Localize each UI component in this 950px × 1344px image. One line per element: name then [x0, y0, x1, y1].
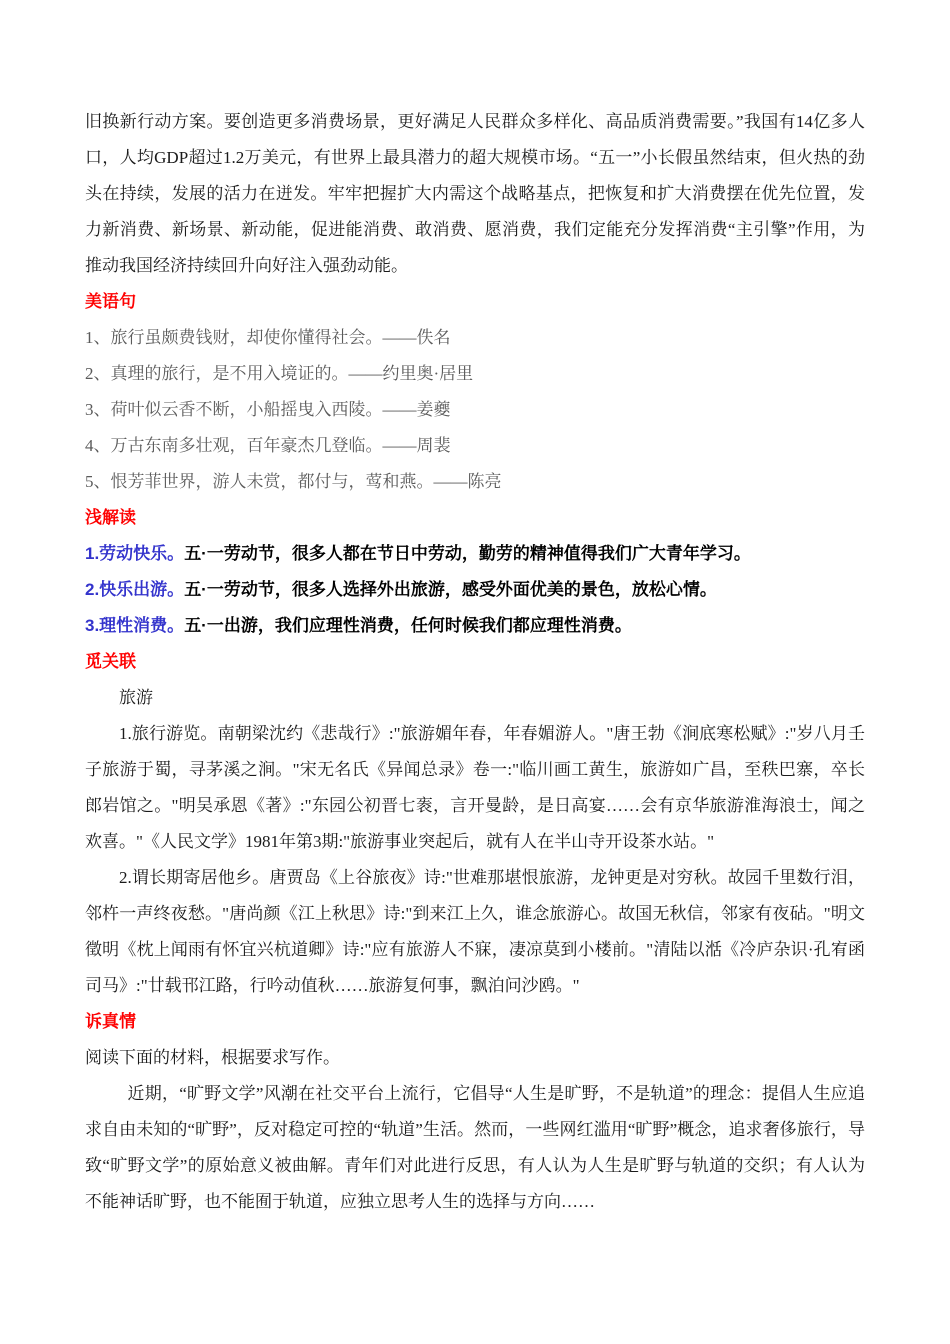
- quote-item-3: 3、荷叶似云香不断，小船摇曳入西陵。——姜夔: [85, 400, 451, 419]
- interpretation-item-1-text: 五·一劳动节，很多人都在节日中劳动，勤劳的精神值得我们广大青年学习。: [184, 544, 751, 563]
- writing-instruction: 阅读下面的材料，根据要求写作。: [85, 1048, 340, 1067]
- connections-paragraph-1: 1.旅行游览。南朝梁沈约《悲哉行》:"旅游媚年春，年春媚游人。"唐王勃《涧底寒松赋》:"岁八月壬子旅游于蜀，寻茅溪之涧。"宋无名氏《异闻总录》卷一:"临川画工黄生，旅游如广昌，至秩巴寨，卒长郎岩馆之。"明吴承恩《著》:"东园公初晋七袠，言开曼龄，是日高宴……会有京华旅游淮海浪士，闻之欢喜。"《人民文学》1981年第3期:"旅游事业突起后，就有人在半山寺开设茶水站。": [85, 724, 865, 851]
- quote-item-5: 5、恨芳菲世界，游人未赏，都付与，莺和燕。——陈亮: [85, 472, 502, 491]
- quote-item-2: 2、真理的旅行，是不用入境证的。——约里奥·居里: [85, 364, 474, 383]
- heading-interpretation: 浅解读: [85, 508, 136, 527]
- connections-subtitle: 旅游: [119, 688, 153, 707]
- connections-paragraph-2: 2.谓长期寄居他乡。唐贾岛《上谷旅夜》诗:"世难那堪恨旅游，龙钟更是对穷秋。故园千里数行泪，邻杵一声终夜愁。"唐尚颜《江上秋思》诗:"到来江上久，谁念旅游心。故国无秋信，邻家有夜砧。"明文徵明《枕上闻雨有怀宜兴杭道卿》诗:"应有旅游人不寐，凄凉莫到小楼前。"清陆以湉《冷庐杂识·孔宥函司马》:"廿载邗江路，行吟动值秋……旅游复何事，飘泊问沙鸥。": [85, 868, 865, 995]
- writing-material: 近期，“旷野文学”风潮在社交平台上流行，它倡导“人生是旷野，不是轨道”的理念：提倡人生应追求自由未知的“旷野”，反对稳定可控的“轨道”生活。然而，一些网红滥用“旷野”概念，追求奢侈旅行，导致“旷野文学”的原始意义被曲解。青年们对此进行反思，有人认为人生是旷野与轨道的交织；有人认为不能神话旷野，也不能囿于轨道，应独立思考人生的选择与方向……: [85, 1084, 865, 1211]
- quote-item-4: 4、万古东南多壮观，百年豪杰几登临。——周裴: [85, 436, 451, 455]
- heading-connections: 觅关联: [85, 652, 136, 671]
- heading-beautiful-sentences: 美语句: [85, 292, 136, 311]
- interpretation-item-3: [85, 608, 865, 644]
- interpretation-item-1-lead: 1.劳动快乐。: [85, 544, 185, 563]
- interpretation-item-3-text: 五·一出游，我们应理性消费，任何时候我们都应理性消费。: [184, 616, 632, 635]
- intro-paragraph: 旧换新行动方案。要创造更多消费场景，更好满足人民群众多样化、高品质消费需要。”我国有14亿多人口，人均GDP超过1.2万美元，有世界上最具潜力的超大规模市场。“五一”小长假虽然结束，但火热的劲头在持续，发展的活力在迸发。牢牢把握扩大内需这个战略基点，把恢复和扩大消费摆在优先位置，发力新消费、新场景、新动能，促进能消费、敢消费、愿消费，我们定能充分发挥消费“主引擎”作用，为推动我国经济持续回升向好注入强劲动能。: [85, 112, 865, 275]
- quote-item-1: 1、旅行虽颇费钱财，却使你懂得社会。——佚名: [85, 328, 451, 347]
- interpretation-item-2-lead: 2.快乐出游。: [85, 580, 185, 599]
- interpretation-item-1: [85, 536, 865, 572]
- interpretation-item-2-text: 五·一劳动节，很多人选择外出旅游，感受外面优美的景色，放松心情。: [184, 580, 717, 599]
- interpretation-item-2: [85, 572, 865, 608]
- heading-true-feelings: 诉真情: [85, 1012, 136, 1031]
- interpretation-item-3-lead: 3.理性消费。: [85, 616, 185, 635]
